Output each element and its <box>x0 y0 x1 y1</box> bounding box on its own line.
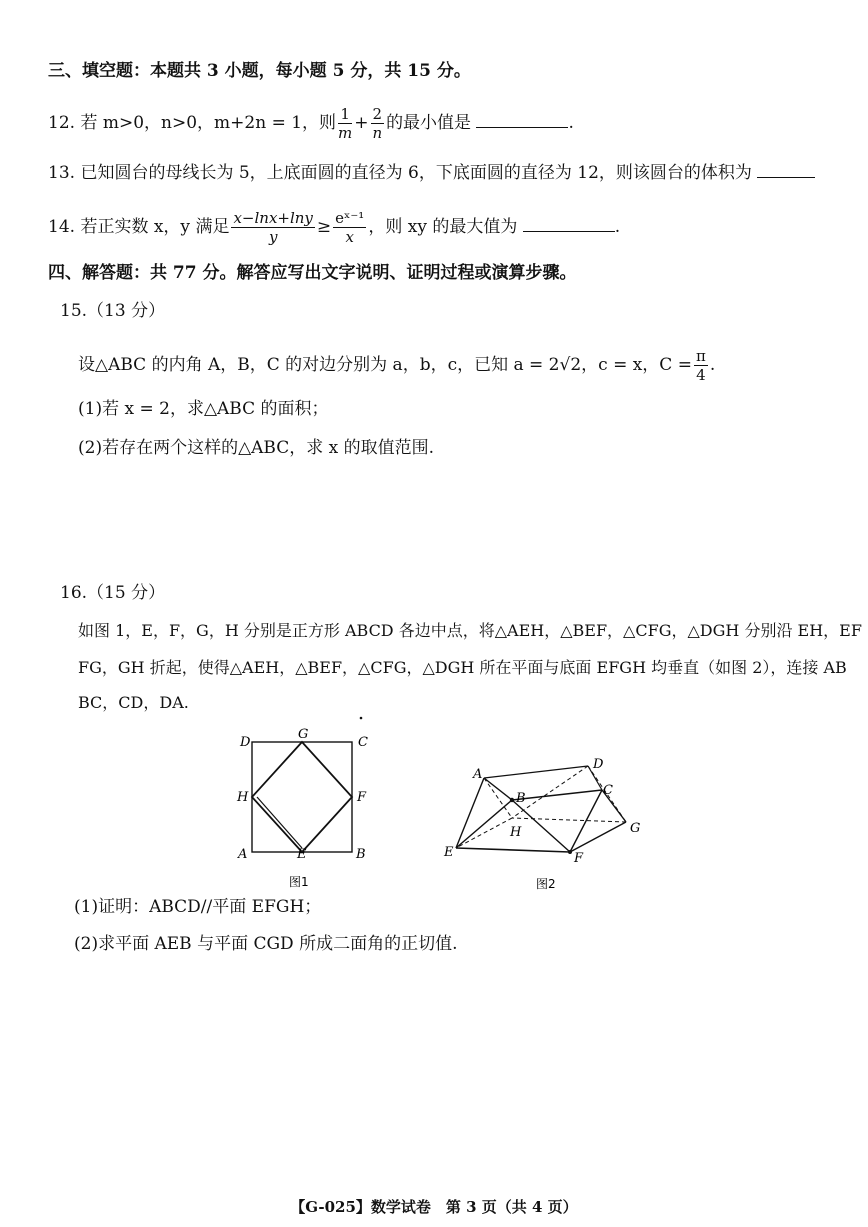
q14-fraction-1: $\frac{x-\ln x+\ln y}{y}$ <box>233 209 313 246</box>
fold-line <box>257 797 302 848</box>
page-footer: 【G-025】数学试卷 第 3 页（共 4 页） <box>290 1198 578 1216</box>
q13-answer-blank[interactable] <box>757 163 815 178</box>
q14-stem-end: ，则 xy 的最大值为 <box>368 217 518 237</box>
edge-EF <box>456 848 570 852</box>
q15-stem: 设△ABC 的内角 A，B，C 的对边分别为 a，b，c，已知 a = 2√2，c = x，C = $\frac{\pi}{4}$ . <box>78 347 716 384</box>
fig1-label-C: C <box>358 735 368 750</box>
q12-fraction-1: $\frac{1}{m}$ <box>338 105 353 142</box>
fig2-label-F: F <box>574 851 584 866</box>
square-efgh <box>252 742 352 852</box>
edge-AE <box>456 778 484 848</box>
question-14: 14. 若正实数 x，y 满足 $\frac{x-\ln x+\ln y}{y}$ ≥ $\frac{\text{eˣ⁻¹}}{x}$ ，则 xy 的最大值为 . <box>48 209 621 246</box>
q12-answer-blank[interactable] <box>476 113 568 128</box>
q15-part2: (2)若存在两个这样的△ABC，求 x 的取值范围. <box>78 438 435 458</box>
q12-stem-end: 的最小值是 <box>386 113 472 133</box>
figure-2 <box>440 748 650 898</box>
section3-heading: 三、填空题：本题共 3 小题，每小题 5 分，共 15 分。 <box>48 61 471 81</box>
fig2-label-D: D <box>593 757 604 772</box>
q14-stem: 14. 若正实数 x，y 满足 <box>48 217 230 237</box>
fig2-label-C: C <box>603 783 613 798</box>
q15-part1: (1)若 x = 2，求△ABC 的面积； <box>78 399 329 419</box>
fig2-label-E: E <box>444 845 454 860</box>
edge-GH <box>512 818 626 822</box>
q12-fraction-2: $\frac{2}{n}$ <box>372 105 383 142</box>
fig1-label-B: B <box>356 847 366 862</box>
fig1-label-E: E <box>297 847 307 862</box>
figure-1 <box>220 710 380 895</box>
section4-heading: 四、解答题：共 77 分。解答应写出文字说明、证明过程或演算步骤。 <box>48 263 577 283</box>
point-F <box>568 850 572 854</box>
point-B <box>510 798 514 802</box>
edge-BE <box>456 800 512 848</box>
q12-stem: 12. 若 m>0，n>0，m+2n = 1，则 <box>48 113 337 133</box>
q16-label: 16.（15 分） <box>60 583 166 603</box>
q14-answer-blank[interactable] <box>523 217 615 232</box>
fig1-label-A: A <box>238 847 248 862</box>
fig1-label-G: G <box>298 727 309 742</box>
q16-part2: (2)求平面 AEB 与平面 CGD 所成二面角的正切值. <box>74 934 458 954</box>
q13-stem: 13. 已知圆台的母线长为 5，上底面圆的直径为 6，下底面圆的直径为 12，则该圆台的体积为 <box>48 163 752 183</box>
fig2-label-H: H <box>510 825 522 840</box>
edge-DA <box>484 766 588 778</box>
figure-2-caption: 图2 <box>536 877 556 891</box>
q15-label: 15.（13 分） <box>60 301 166 321</box>
question-13 <box>48 162 815 184</box>
edge-AB <box>484 778 512 800</box>
q16-line2: FG，GH 折起，使得△AEH，△BEF，△CFG，△DGH 所在平面与底面 EFGH 均垂直（如图 2），连接 AB <box>78 658 847 677</box>
figure-1-caption: 图1 <box>289 875 309 889</box>
q16-line1: 如图 1，E，F，G，H 分别是正方形 ABCD 各边中点，将△AEH，△BEF，△CFG，△DGH 分别沿 EH，EF <box>78 621 862 640</box>
q14-fraction-2: $\frac{\text{eˣ⁻¹}}{x}$ <box>335 209 365 246</box>
fig2-label-B: B <box>516 791 526 806</box>
fig1-label-D: D <box>240 735 251 750</box>
q16-part1: (1)证明：ABCD//平面 EFGH； <box>74 897 322 917</box>
edge-HE <box>456 818 512 848</box>
fig1-label-H: H <box>237 790 249 805</box>
question-12: 12. 若 m>0，n>0，m+2n = 1，则 $\frac{1}{m}$ + $\frac{2}{n}$ 的最小值是 . <box>48 105 574 142</box>
speck <box>360 717 363 720</box>
fig2-label-G: G <box>630 821 641 836</box>
q15-fraction: $\frac{\pi}{4}$ <box>695 347 706 384</box>
fig1-label-F: F <box>357 790 367 805</box>
fig2-label-A: A <box>473 767 483 782</box>
q16-line3: BC，CD，DA. <box>78 693 189 712</box>
square-abcd <box>252 742 352 852</box>
